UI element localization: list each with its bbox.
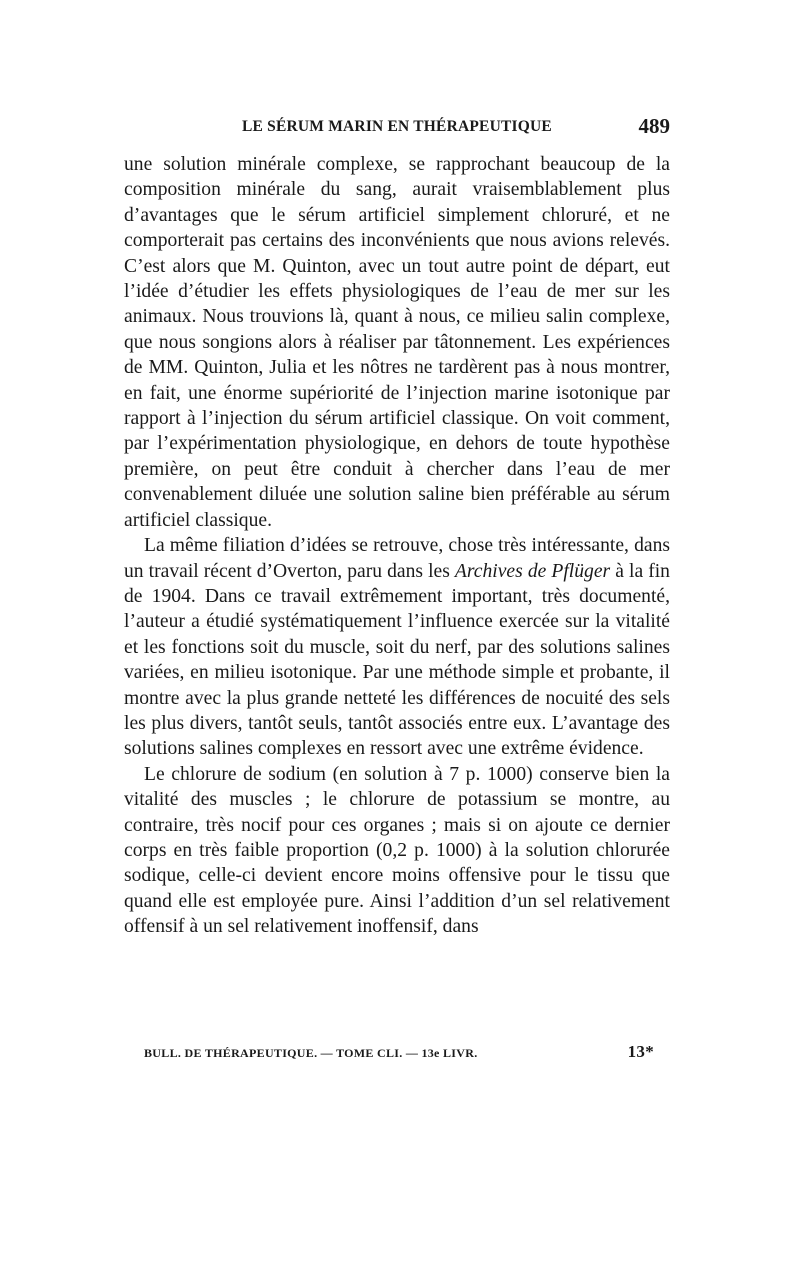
- body-text: [124, 152, 670, 940]
- paragraph-2: [124, 533, 670, 762]
- signature-mark: 13*: [627, 1042, 654, 1061]
- running-head: [124, 116, 670, 142]
- running-title: LE SÉRUM MARIN EN THÉRAPEUTIQUE: [242, 118, 552, 135]
- paragraph-1: une solution minérale complexe, se rapprochant beaucoup de la composition minérale du sang, aurait vraisemblablement plus d’avantages que le sérum artificiel simplement chloruré, et ne comporterait pas certains des inconvénients que nous avions relevés. C’est alors que M. Quinton, avec un tout autre point de départ, eut l’idée d’étudier les effets physiologiques de l’eau de mer sur les animaux. Nous trouvions là, quant à nous, ce milieu salin complexe, que nous songions alors à réaliser par tâtonnement. Les expériences de MM. Quinton, Julia et les nôtres ne tardèrent pas à nous montrer, en fait, une énorme supériorité de l’injection marine isotonique par rapport à l’injection du sérum artificiel classique. On voit comment, par l’expérimentation physiologique, en dehors de toute hypothèse première, on peut être conduit à chercher dans l’eau de mer convenablement diluée une solution saline bien préférable au sérum artificiel classique.: [124, 154, 670, 531]
- paragraph-2-part-1: La même filiation d’idées se retrouve, chose très intéressante, dans un travail récent d’Overton, paru dans les: [124, 535, 670, 582]
- journal-title: Archives de Pflüger: [454, 560, 611, 582]
- footer-signature-line: [144, 1044, 654, 1066]
- footer-text: BULL. DE THÉRAPEUTIQUE. — TOME CLI. — 13e LIVR.: [144, 1046, 478, 1060]
- page-number: 489: [638, 114, 670, 138]
- paragraph-3: Le chlorure de sodium (en solution à 7 p. 1000) conserve bien la vitalité des muscles ; le chlorure de potassium se montre, au contraire, très nocif pour ces organes ; mais si on ajoute ce dernier corps en très faible proportion (0,2 p. 1000) à la solution chlorurée sodique, celle-ci devient encore moins offensive pour le tissu que quand elle est employée pure. Ainsi l’addition d’un sel relativement offensif à un sel relativement inoffensif, dans: [124, 763, 670, 938]
- paragraph-2-part-2: à la fin de 1904. Dans ce travail extrêmement important, très documenté, l’auteur a étudié systématiquement l’influence exercée sur la vitalité et les fonctions soit du muscle, soit du nerf, par des solutions salines variées, en milieu isotonique. Par une méthode simple et probante, il montre avec la plus grande netteté les différences de nocuité des sels les plus divers, tantôt seuls, tantôt associés entre eux. L’avantage des solutions salines complexes en ressort avec une extrême évidence.: [124, 560, 670, 760]
